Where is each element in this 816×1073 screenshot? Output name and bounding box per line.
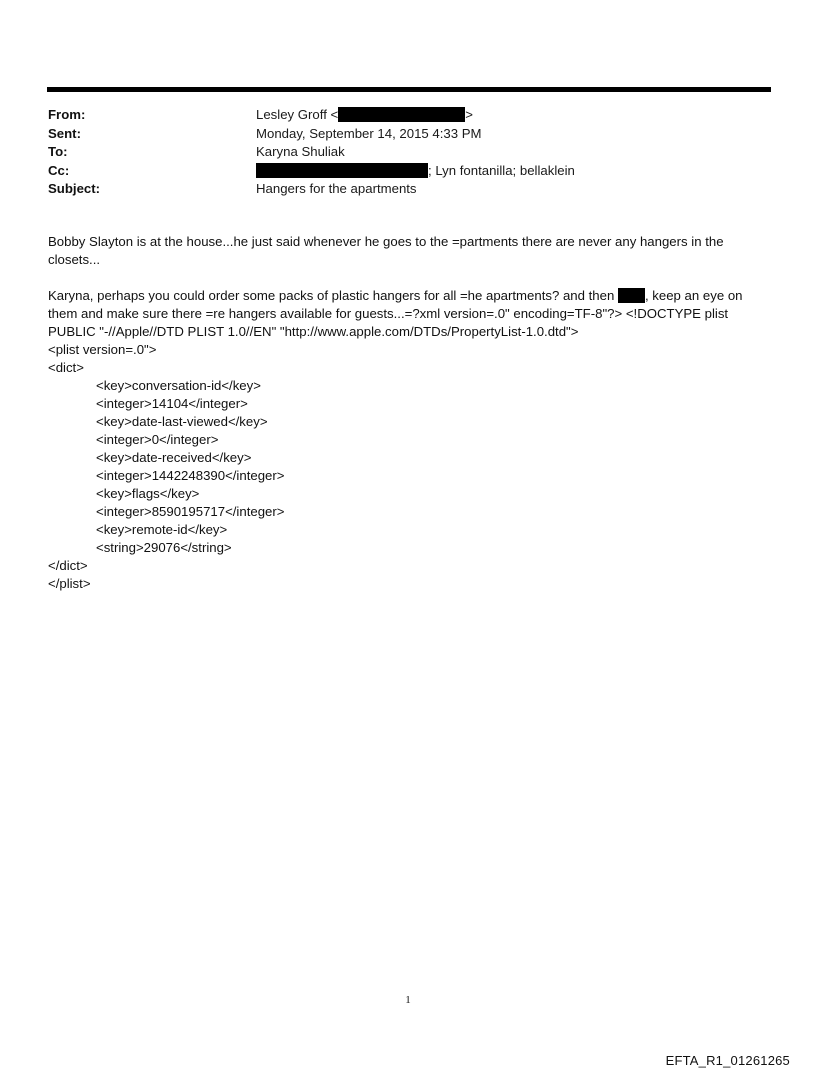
email-body xyxy=(48,233,770,593)
sent-row xyxy=(48,125,575,144)
body-paragraph-plist xyxy=(48,287,770,341)
sent-label: Sent: xyxy=(48,125,81,141)
cc-label: Cc: xyxy=(48,162,70,178)
sent-value: Monday, September 14, 2015 4:33 PM xyxy=(256,125,482,141)
from-row xyxy=(48,106,575,125)
redaction-box xyxy=(256,163,428,178)
subject-value: Hangers for the apartments xyxy=(256,181,417,196)
dict-line: <integer>14104</integer> xyxy=(96,396,248,411)
cc-recipients: ; Lyn fontanilla; bellaklein xyxy=(428,162,575,178)
to-label: To: xyxy=(48,144,68,159)
dict-open: <dict> xyxy=(48,360,84,375)
subject-row xyxy=(48,180,575,199)
plist-open: <plist version=.0"> xyxy=(48,342,157,357)
bates-stamp: EFTA_R1_01261265 xyxy=(665,1053,790,1068)
dict-line: <key>date-received</key> xyxy=(96,450,252,465)
dict-line: <string>29076</string> xyxy=(96,540,232,555)
dict-line: <key>date-last-viewed</key> xyxy=(96,414,268,429)
dict-line: <integer>1442248390</integer> xyxy=(96,468,285,483)
subject-label: Subject: xyxy=(48,181,101,196)
dict-line: <key>remote-id</key> xyxy=(96,522,228,537)
page-number: 1 xyxy=(405,994,411,1006)
body-paragraph: Bobby Slayton is at the house...he just said whenever he goes to the =partments there are never any hangers in the closets... xyxy=(48,234,724,267)
dict-line: <integer>8590195717</integer> xyxy=(96,504,285,519)
cc-row xyxy=(48,162,575,181)
dict-line: <integer>0</integer> xyxy=(96,432,219,447)
header-rule xyxy=(47,87,771,92)
to-value: Karyna Shuliak xyxy=(256,144,345,159)
from-label: From: xyxy=(48,107,86,122)
redaction-box xyxy=(338,107,465,122)
paragraph-text-end: , keep an eye on them and make sure there =re hangers available for guests...=?xml version=.0" encoding=TF-8"?> <!DOCTYPE plist PUBLIC "-//Apple//DTD PLIST 1.0//EN" "http://www.apple.com/DTDs/PropertyList-1.0.dtd"> xyxy=(48,288,743,339)
from-name: Lesley Groff < xyxy=(256,107,339,122)
dict-line: <key>flags</key> xyxy=(96,486,200,501)
cc-value xyxy=(256,162,575,181)
from-value xyxy=(256,106,473,125)
dict-close: </dict> xyxy=(48,558,88,573)
dict-entries xyxy=(48,377,770,557)
from-value-end: > xyxy=(465,107,473,122)
dict-line: <key>conversation-id</key> xyxy=(96,378,261,393)
to-row xyxy=(48,143,575,162)
paragraph-text-start: Karyna, perhaps you could order some packs of plastic hangers for all =he apartments? and then xyxy=(48,288,618,303)
redaction-box xyxy=(618,288,645,303)
email-header xyxy=(48,106,575,199)
plist-close: </plist> xyxy=(48,576,91,591)
